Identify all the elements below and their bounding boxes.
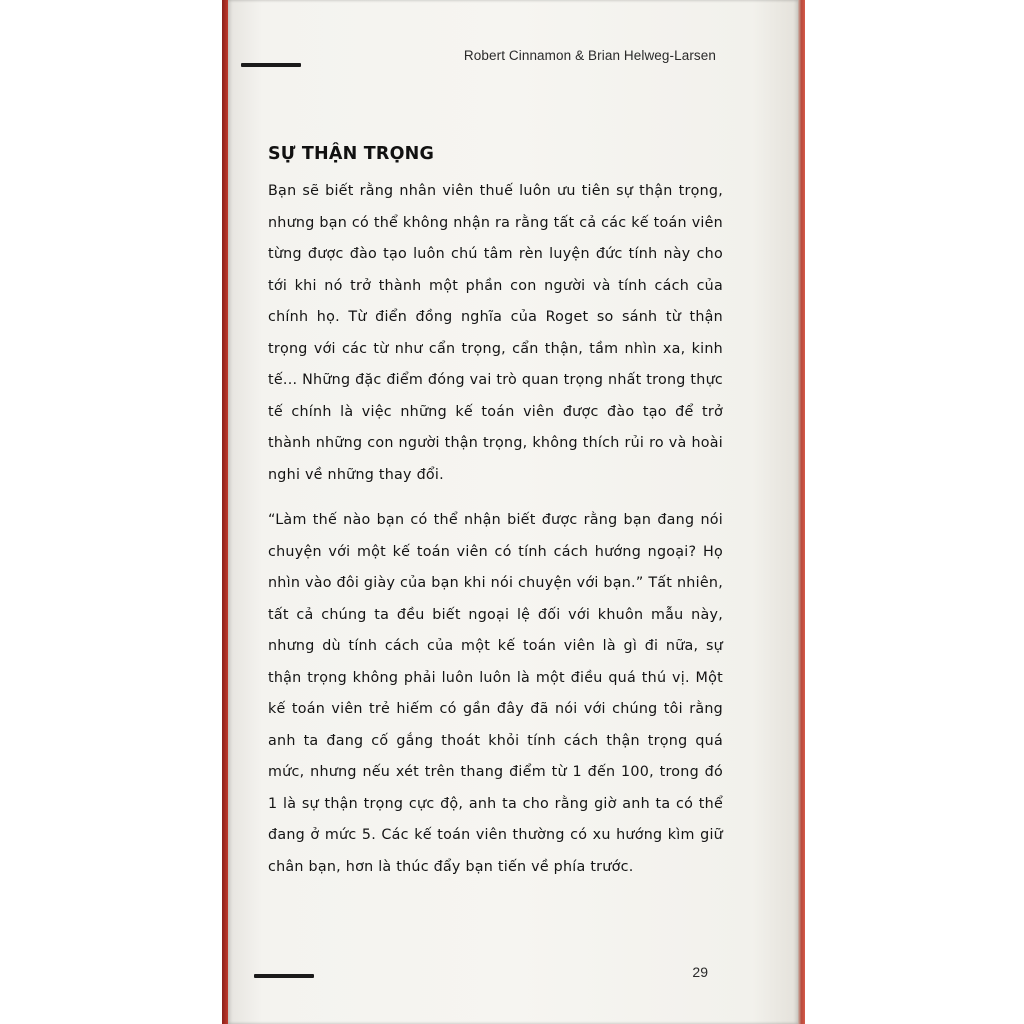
paragraph-2: “Làm thế nào bạn có thể nhận biết được rằng bạn đang nói chuyện với một kế toán viên có tính cách hướng ngoại? Họ nhìn vào đôi giày của bạn khi nói chuyện với bạn.” Tất nhiên, tất cả chúng ta đều biết ngoại lệ đối với khuôn mẫu này, nhưng dù tính cách của một kế toán viên là gì đi nữa, sự thận trọng không phải luôn luôn là một điều quá thú vị. Một kế toán viên trẻ hiếm có gần đây đã nói với chúng tôi rằng anh ta đang cố gắng thoát khỏi tính cách thận trọng quá mức, nhưng nếu xét trên thang điểm từ 1 đến 100, trong đó 1 là sự thận trọng cực độ, anh ta cho rằng giờ anh ta có thể đang ở mức 5. Các kế toán viên thường có xu hướng kìm giữ chân bạn, hơn là thúc đẩy bạn tiến về phía trước.: [268, 512, 723, 875]
page-number: 29: [692, 964, 708, 980]
running-head-authors: Robert Cinnamon & Brian Helweg-Larsen: [463, 48, 716, 63]
paragraph-1: Bạn sẽ biết rằng nhân viên thuế luôn ưu tiên sự thận trọng, nhưng bạn có thể không nhận ra rằng tất cả các kế toán viên từng được đào tạo luôn chú tâm rèn luyện đức tính này cho tới khi nó trở thành một phần con người và tính cách của chính họ. Từ điển đồng nghĩa của Roget so sánh từ thận trọng với các từ như cẩn trọng, cẩn thận, tầm nhìn xa, kinh tế... Những đặc điểm đóng vai trò quan trọng nhất trong thực tế chính là việc những kế toán viên được đào tạo để trở thành những con người thận trọng, không thích rủi ro và hoài nghi về những thay đổi.: [268, 183, 723, 483]
footer-rule: [254, 974, 314, 978]
page-content: [268, 140, 723, 883]
section-heading: SỰ THẬN TRỌNG: [268, 144, 435, 164]
book-page: [228, 0, 798, 1024]
header-rule: [241, 63, 301, 67]
